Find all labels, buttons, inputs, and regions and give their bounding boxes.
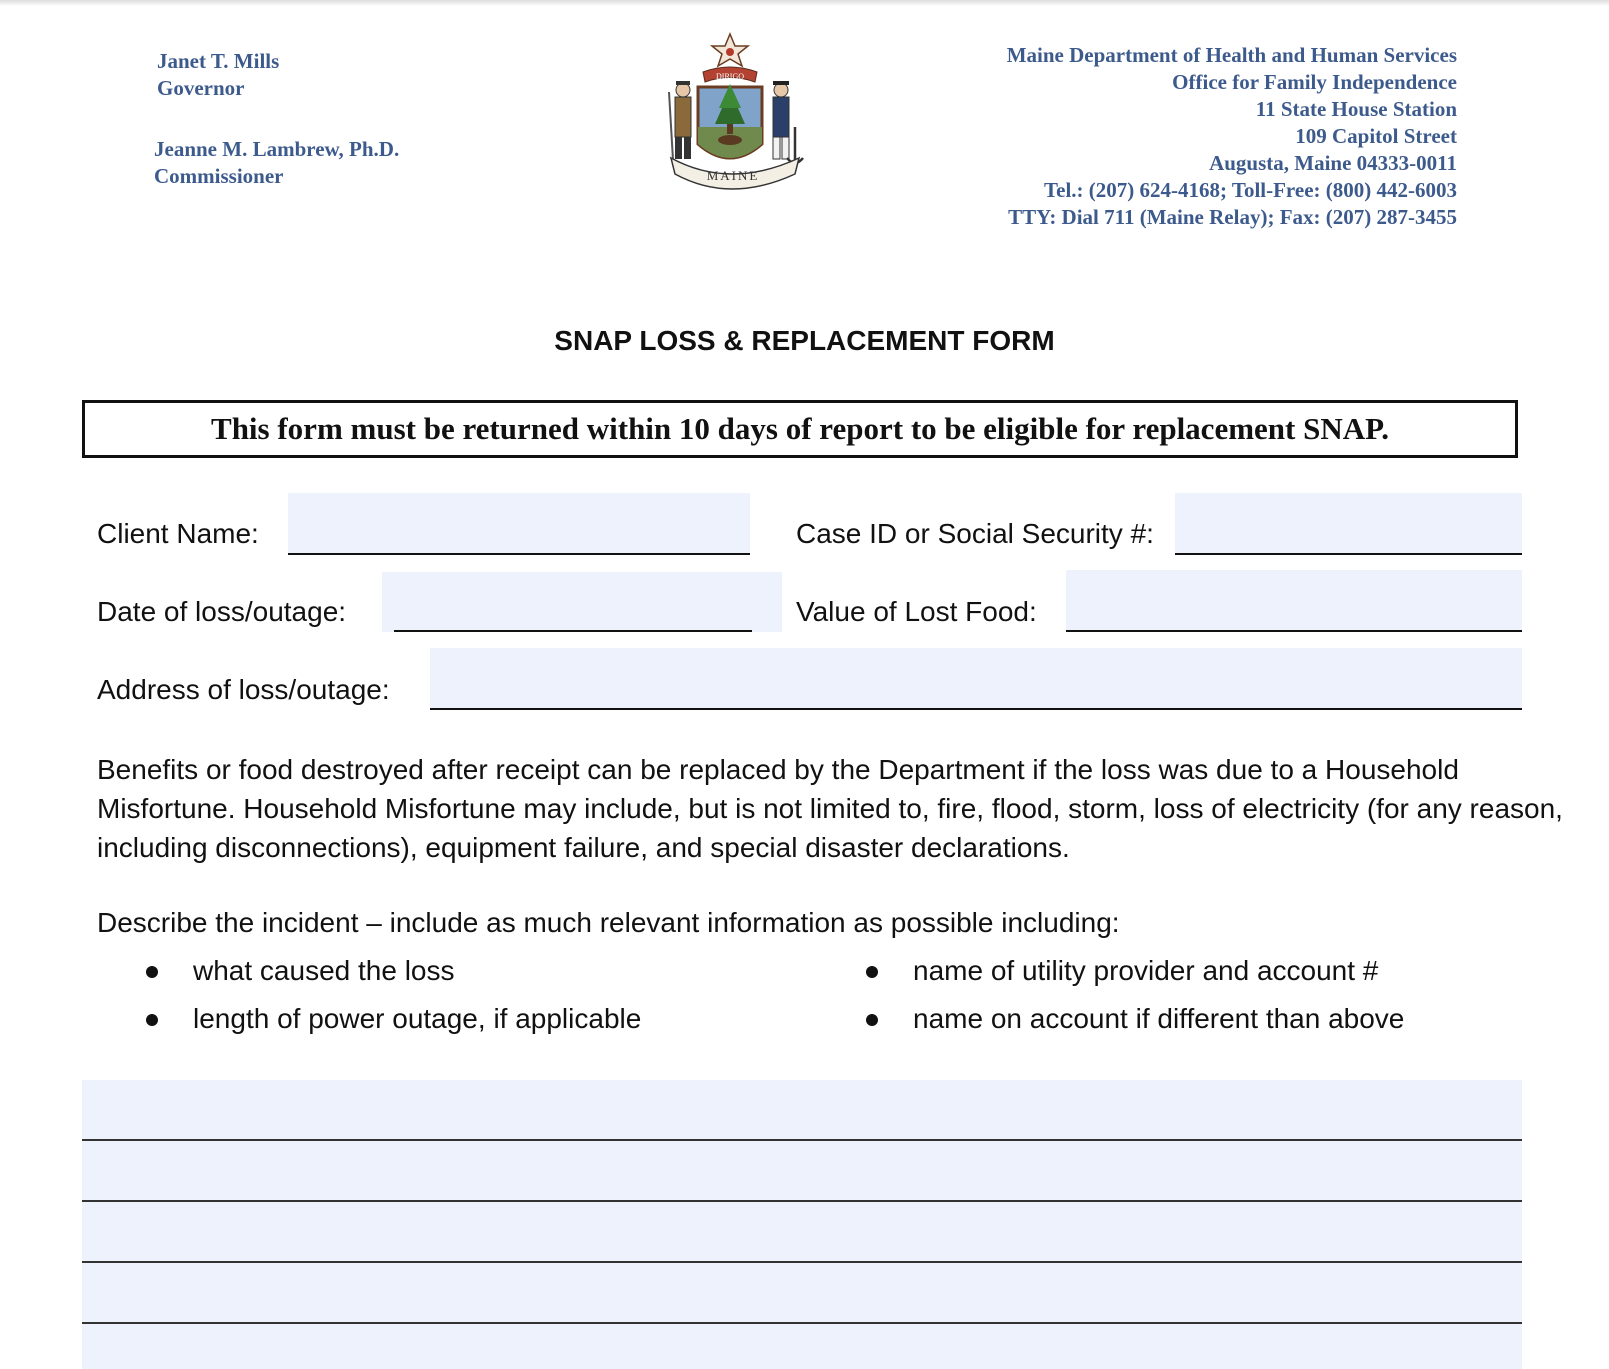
- bullet-text: name of utility provider and account #: [913, 955, 1379, 986]
- commissioner-name: Jeanne M. Lambrew, Ph.D.: [154, 137, 400, 161]
- bullet-icon: [866, 966, 878, 978]
- bullet-icon: [866, 1014, 878, 1026]
- seal-ribbon-text: MAINE: [706, 168, 760, 183]
- describe-incident-prompt: Describe the incident – include as much relevant information as possible including:: [97, 907, 1120, 938]
- case-id-input[interactable]: [1175, 493, 1522, 555]
- household-misfortune-paragraph: Benefits or food destroyed after receipt can be replaced by the Department if the loss was due to a Household Misfortune. Household Misfortune may include, but is not limited to, fire, flood, storm, loss of electricity (for any reason, including disconnections), equipment failure, and special disaster declarations.: [97, 754, 1563, 863]
- commissioner-title: Commissioner: [154, 164, 284, 188]
- bullet-item: [913, 1003, 1404, 1035]
- bullet-item: [193, 1003, 641, 1035]
- bullet-icon: [146, 1014, 158, 1026]
- bullet-item: [193, 955, 455, 987]
- department-address: [1007, 42, 1457, 231]
- description-line-3[interactable]: [82, 1202, 1522, 1263]
- page-top-edge: [0, 0, 1609, 6]
- case-id-label: Case ID or Social Security #:: [796, 518, 1154, 549]
- description-line-4[interactable]: [82, 1263, 1522, 1324]
- bullet-text: name on account if different than above: [913, 1003, 1405, 1034]
- governor-title: Governor: [157, 76, 245, 100]
- maine-state-seal: [663, 32, 809, 192]
- date-of-loss-input[interactable]: [382, 572, 782, 632]
- dept-line-street: 109 Capitol Street: [1295, 124, 1457, 148]
- value-lost-food-input[interactable]: [1066, 570, 1522, 632]
- dept-line-tty: TTY: Dial 711 (Maine Relay); Fax: (207) 287-3455: [1008, 205, 1457, 229]
- officials-block: [156, 48, 399, 190]
- dept-line-station: 11 State House Station: [1255, 97, 1457, 121]
- value-lost-food-label: Value of Lost Food:: [796, 596, 1037, 627]
- date-of-loss-label: Date of loss/outage:: [97, 596, 347, 627]
- description-line-1[interactable]: [82, 1080, 1522, 1141]
- description-line-5[interactable]: [82, 1324, 1522, 1369]
- bullet-item: [913, 955, 1378, 987]
- dept-line-office: Office for Family Independence: [1172, 70, 1457, 94]
- bullet-text: length of power outage, if applicable: [193, 1003, 642, 1034]
- date-of-loss-underline: [394, 630, 752, 632]
- form-title: SNAP LOSS & REPLACEMENT FORM: [554, 325, 1055, 356]
- governor-name: Janet T. Mills: [157, 49, 280, 73]
- dept-line-city: Augusta, Maine 04333-0011: [1209, 151, 1457, 175]
- address-of-loss-label: Address of loss/outage:: [97, 674, 390, 705]
- client-name-label: Client Name:: [97, 518, 259, 549]
- description-line-2[interactable]: [82, 1141, 1522, 1202]
- dept-line-phone: Tel.: (207) 624-4168; Toll-Free: (800) 442-6003: [1044, 178, 1457, 202]
- dept-line-name: Maine Department of Health and Human Services: [1006, 43, 1457, 67]
- client-name-input[interactable]: [288, 493, 750, 555]
- address-of-loss-input[interactable]: [430, 648, 1522, 710]
- bullet-icon: [146, 966, 158, 978]
- return-notice-text: This form must be returned within 10 days of report to be eligible for replacement SNAP.: [211, 411, 1389, 446]
- return-notice: [82, 400, 1518, 458]
- incident-description-area: [82, 1080, 1522, 1369]
- bullet-text: what caused the loss: [193, 955, 455, 986]
- seal-banner-text: DIRIGO: [716, 72, 744, 81]
